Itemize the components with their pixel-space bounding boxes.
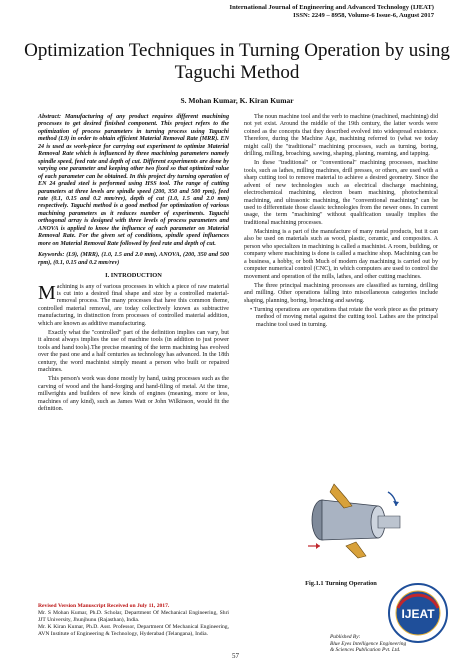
journal-name: International Journal of Engineering and Advanced Technology (IJEAT) bbox=[229, 4, 434, 11]
left-column bbox=[38, 114, 229, 415]
publisher-line-2: Blue Eyes Intelligence Engineering bbox=[330, 640, 407, 647]
logo-text: IJEAT bbox=[401, 607, 435, 621]
journal-header bbox=[74, 4, 434, 20]
publisher-info bbox=[330, 634, 430, 654]
author-1-affiliation: Mr. S Mohan Kumar, Ph.D. Scholar, Department Of Mechanical Engineering, Shri JJT University, Jhunjhunu (Rajasthan), India. bbox=[38, 609, 229, 623]
intro-paragraph-1 bbox=[38, 281, 229, 329]
right-paragraph-4: The three principal machining processes are classified as turning, drilling and milling. Other operations falling into miscellaneous categories include shaping, planning, boring, broaching and sawing. bbox=[244, 282, 438, 304]
paper-authors: S. Mohan Kumar, K. Kiran Kumar bbox=[180, 96, 294, 105]
keywords: Keywords: (L9), (MRR), (1.0, 1.5 and 2.0 mm), ANOVA, (200, 350 and 500 rpm), (0.1, 0.15 and 0.2 mm/rev) bbox=[38, 252, 229, 266]
drop-cap: M bbox=[38, 281, 56, 304]
turning-operation-figure bbox=[300, 476, 406, 560]
author-2-affiliation: Mr. K Kiran Kumar, Ph.D. Asst. Professor, Department Of Mechanical Engineering, AVN Institute of Engineering & Technology, Hyderabad (Telangana), India. bbox=[38, 623, 229, 637]
section-heading-introduction: I. INTRODUCTION bbox=[105, 272, 162, 280]
right-paragraph-3: Machining is a part of the manufacture of many metal products, but it can also be used on materials such as wood, plastic, ceramic, and composites. A person who specializes in machining is called a machinist. A room, building, or company where machining is done is called a machine shop. Machining can be a business, a hobby, or both Much of modern day machining is carried out by computer numerical control (CNC), in which computers are used to control the movement and operation of the mills, lathes, and other cutting machines. bbox=[244, 228, 438, 280]
publisher-line-3: & Sciences Publication Pvt. Ltd. bbox=[330, 647, 401, 654]
publisher-line-1: Published By: bbox=[330, 634, 361, 640]
footnotes bbox=[38, 603, 229, 638]
page-number: 57 bbox=[232, 652, 239, 660]
right-column bbox=[244, 114, 438, 331]
abstract: Abstract: Manufacturing of any product requires different machining processes to get desired finished component. This project refers to the optimization of process parameters in turning process using Taguchi method (L9) in order to obtain efficient Material Removal Rate (MRR). EN 24 is used as work-piece for carrying out experiment to optimize Material Removal Rate which is influenced by three machining parameters namely spindle speed, feed rate and depth of cut. Different experiments are done by varying one parameter and keeping other two fixed so that optimized value of each parameter can be obtained. In this project dry turning operation of EN 24 graded steel is performed using HSS tool. The range of cutting parameters at three levels are spindle speed (200, 350 and 500 rpm), feed rate (0.1, 0.15 and 0.2 mm/rev), depth of cut (1.0, 1.5 and 2.0 mm) respectively. Taguchi method is a good method for optimization of various machining parameters as it reduces number of experiments. Taguchi orthogonal array is designed with three levels of process parameters and ANOVA is applied to know the influence of each parameter on Material Removal Rate. For the given set of conditions, spindle speed influences more on Material Removal Rate followed by feed rate and depth of cut. bbox=[38, 114, 229, 247]
journal-issn: ISSN: 2249 – 8958, Volume-6 Issue-6, August 2017 bbox=[293, 12, 434, 19]
intro-paragraph-3: This person's work was done mostly by hand, using processes such as the carving of wood and the hand-forging and hand-filing of metal. At the time, millwrights and builders of new kinds of engines (meaning, more or less, machines of any kind), such as James Watt or John Wilkinson, would fit the definition. bbox=[38, 376, 229, 412]
right-paragraph-1: The noun machine tool and the verb to machine (machined, machining) did not yet exist. Around the middle of the 19th century, the latter words were coined as the concepts that they described evolved into widespread existence. Therefore, during the Machine Age, machining referred to (what we today might call) the "traditional" machining processes, such as turning, boring, drilling, milling, broaching, sawing, shaping, planing, reaming, and tapping. bbox=[244, 114, 438, 158]
right-paragraph-2: In these "traditional" or "conventional" machining processes, machine tools, such as lathes, milling machines, drill presses, or others, are used with a sharp cutting tool to remove material to achieve a desired geometry. Since the advent of new technologies such as electrical discharge machining, electrochemical machining, electron beam machining, photochemical machining, and ultrasonic machining, the "conventional machining" can be used to differentiate those classic technologies from the newer ones. In current usage, the term "machining" without qualification usually implies the traditional machining processes. bbox=[244, 160, 438, 226]
intro-paragraph-2: Exactly what the "controlled" part of the definition implies can vary, but it almost always implies the use of machine tools (in addition to just power tools and hand tools).The precise meaning of the term machining has evolved over the past one and a half centuries as technology has advanced. In the 18th century, the word machinist simply meant a person who built or repaired machines. bbox=[38, 329, 229, 374]
turning-bullet: • Turning operations are operations that rotate the work piece as the primary method of moving metal against the cutting tool. Lathes are the principal machine tool used in turning. bbox=[250, 306, 438, 328]
intro-paragraph-1-text: achining is any of various processes in which a piece of raw material is cut into a desired final shape and size by a controlled material-removal process. The many processes that have this common theme, controlled material removal, are today collectively known as subtractive manufacturing, in distinction from processes of controlled material addition, which are known as additive manufacturing. bbox=[38, 283, 229, 327]
paper-title: Optimization Techniques in Turning Operation by using Taguchi Method bbox=[24, 40, 450, 83]
figure-caption: Fig.1.1 Turning Operation bbox=[305, 580, 377, 587]
revised-date: Revised Version Manuscript Received on July 11, 2017. bbox=[38, 603, 170, 609]
